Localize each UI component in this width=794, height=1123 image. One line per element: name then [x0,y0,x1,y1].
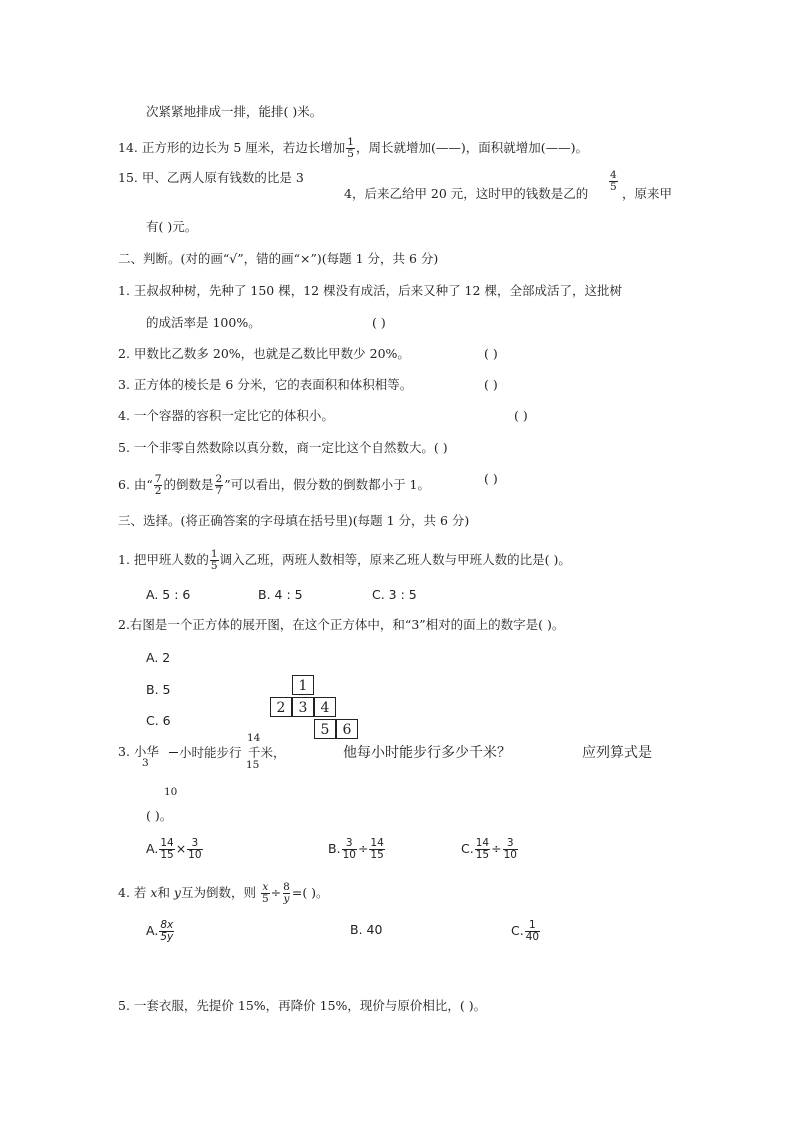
judge-1-line-b: 的成活率是 100%。 [146,315,261,330]
choice-4-c-label: C. [511,923,524,938]
choice-3-option-c [461,838,519,861]
q14-text-a: 14. 正方形的边长为 5 厘米，若边长增加 [118,140,346,155]
q14-frac-den: 5 [347,148,354,160]
cube-net-face-1: 1 [292,675,314,695]
choice-3-c-op: ÷ [491,841,502,856]
choice-1-frac-num: 1 [210,548,218,560]
choice-4-f1-den: 5 [261,893,269,905]
q14-text-b: ，周长就增加(——)，面积就增加(——)。 [355,140,588,155]
choice-4-a-frac [159,920,174,943]
judge-1-paren: ( ) [372,315,386,330]
judge-6-fraction-1 [154,474,163,497]
judge-6-text-a: 6. 由“ [118,477,153,492]
choice-3-b-frac-2 [369,838,384,861]
choice-1-frac-den: 5 [210,560,218,572]
choice-4-option-c [511,920,541,943]
choice-3-a-op: × [175,841,187,856]
q15-frac-den: 5 [610,181,617,193]
choice-3-c-n1: 14 [475,837,490,849]
judge-2: 2. 甲数比乙数多 20%，也就是乙数比甲数少 20%。 [118,346,410,361]
q15-fraction [609,170,618,193]
choice-3-b-d2: 15 [370,849,384,861]
choice-1-text-b: 调入乙班，两班人数相等，原来乙班人数与甲班人数的比是( )。 [219,552,571,567]
choice-3-a-frac-1 [159,838,174,861]
choice-1 [118,549,571,572]
choice-3-a-label: A. [146,841,159,856]
choice-4-option-b: B. 40 [350,922,383,937]
choice-1-text-a: 1. 把甲班人数的 [118,552,209,567]
choice-3-text-b: 小时能步行 [179,745,242,760]
q15-text-a: 15. 甲、乙两人原有钱数的比是 3 [118,170,304,185]
choice-4-c-den: 40 [525,931,540,943]
cube-net-face-5: 5 [314,719,336,739]
choice-2-option-b: B. 5 [146,682,171,697]
choice-3-option-a [146,838,204,861]
choice-3-c-frac-1 [475,838,490,861]
judge-2-paren: ( ) [484,346,498,361]
choice-3-b-n1: 3 [345,837,353,849]
choice-4-var-x: x [150,885,158,900]
choice-3-den-3: 3 [142,757,149,769]
judge-3-paren: ( ) [484,377,498,392]
choice-4-div: ÷ [270,885,282,900]
choice-4-text-a: 4. 若 [118,885,151,900]
cube-net-face-4: 4 [314,697,336,717]
judge-3: 3. 正方体的棱长是 6 分米，它的表面积和体积相等。 [118,377,413,392]
choice-1-option-c: C. 3 : 5 [372,587,417,602]
choice-3-bar-1 [169,752,178,753]
judge-6-paren: ( ) [484,471,498,486]
choice-3-text-a: 3. 小华 [118,744,159,759]
choice-3-paren: ( )。 [146,808,173,823]
judge-6-frac1-num: 7 [154,473,162,485]
choice-3-c-d2: 10 [503,849,517,861]
q15-text-b: 4，后来乙给甲 20 元，这时甲的钱数是乙的 [344,186,589,201]
judge-1-line-a: 1. 王叔叔种树，先种了 150 棵，12 棵没有成活，后来又种了 12 棵，全部成活了，这批树 [118,283,622,298]
choice-3-a-d2: 10 [188,849,202,861]
choice-3-question: 他每小时能步行多少千米？ [343,745,511,761]
choice-3-option-b [328,838,386,861]
choice-3-b-label: B. [328,841,341,856]
choice-3-b-frac-1 [342,838,357,861]
judge-6-fraction-2 [215,474,224,497]
judge-6-text-c: ”可以看出，假分数的倒数都小于 1。 [224,477,431,492]
choice-3-c-label: C. [461,841,474,856]
choice-3-c-n2: 3 [506,837,514,849]
judge-6 [118,474,430,497]
choice-3-a-frac-2 [187,838,202,861]
choice-3-a-d1: 15 [160,849,174,861]
choice-1-fraction [210,549,219,572]
choice-3-b-d1: 10 [342,849,356,861]
choice-4-f2-num: 8 [283,881,290,893]
choice-3-c-d1: 15 [475,849,490,861]
choice-3-c-frac-2 [503,838,518,861]
choice-3-den-10: 10 [164,786,178,798]
q14-frac-num: 1 [347,136,354,148]
judge-4-paren: ( ) [514,408,528,423]
section-3-heading: 三、选择。(将正确答案的字母填在括号里)(每题 1 分，共 6 分) [118,513,470,528]
choice-4-var-y: y [173,885,181,900]
choice-1-option-b: B. 4 : 5 [258,587,303,602]
q14 [118,137,588,160]
choice-4 [118,882,329,905]
choice-4-text-c: =( )。 [291,885,329,900]
judge-6-frac2-num: 2 [215,473,223,485]
q15-tail: 有( )元。 [146,219,198,234]
section-2-heading: 二、判断。(对的画“√”，错的画“×”)(每题 1 分，共 6 分) [118,251,439,266]
q15-frac-num: 4 [610,169,617,181]
q14-fraction [346,137,355,160]
choice-4-fraction-2 [282,882,291,905]
choice-3-den-15: 15 [246,759,260,771]
judge-6-frac1-den: 2 [154,485,162,497]
choice-4-option-a [146,920,175,943]
q13-tail: 次紧紧地排成一排，能排( )米。 [146,104,323,119]
choice-2: 2.右图是一个正方体的展开图，在这个正方体中，和“3”相对的面上的数字是( )。 [118,617,565,632]
choice-2-option-a: A. 2 [146,650,171,665]
choice-3-b-n2: 14 [370,837,384,849]
choice-4-a-num: 8x [160,919,174,931]
choice-3-formula-prompt: 应列算式是 [582,745,652,761]
choice-4-and: 和 [157,885,174,900]
choice-3-a-n2: 3 [191,837,199,849]
choice-3-num-14: 14 [247,732,261,744]
q15-text-c: ，原来甲 [622,186,673,201]
choice-4-a-den: 5y [160,931,174,943]
choice-5: 5. 一套衣服，先提价 15%，再降价 15%，现价与原价相比，( )。 [118,998,487,1013]
choice-1-option-a: A. 5 : 6 [146,587,191,602]
cube-net-face-6: 6 [336,719,358,739]
choice-3-text-c: 千米， [248,745,286,760]
choice-4-f2-den: y [283,893,290,905]
choice-3-b-op: ÷ [357,841,369,856]
choice-4-c-frac [525,920,540,943]
choice-4-f1-num: x [262,881,269,893]
judge-6-frac2-den: 7 [215,485,223,497]
choice-2-option-c: C. 6 [146,713,171,728]
judge-4: 4. 一个容器的容积一定比它的体积小。 [118,408,334,423]
choice-4-c-num: 1 [529,919,536,931]
choice-4-fraction-1 [261,882,270,905]
cube-net-face-3: 3 [292,697,314,717]
cube-net-face-2: 2 [270,697,292,717]
judge-6-text-b: 的倒数是 [163,477,214,492]
judge-5: 5. 一个非零自然数除以真分数，商一定比这个自然数大。( ) [118,440,448,455]
choice-3-a-n1: 14 [160,837,174,849]
choice-4-text-b: 互为倒数，则 [180,885,256,900]
choice-4-a-label: A. [146,923,159,938]
